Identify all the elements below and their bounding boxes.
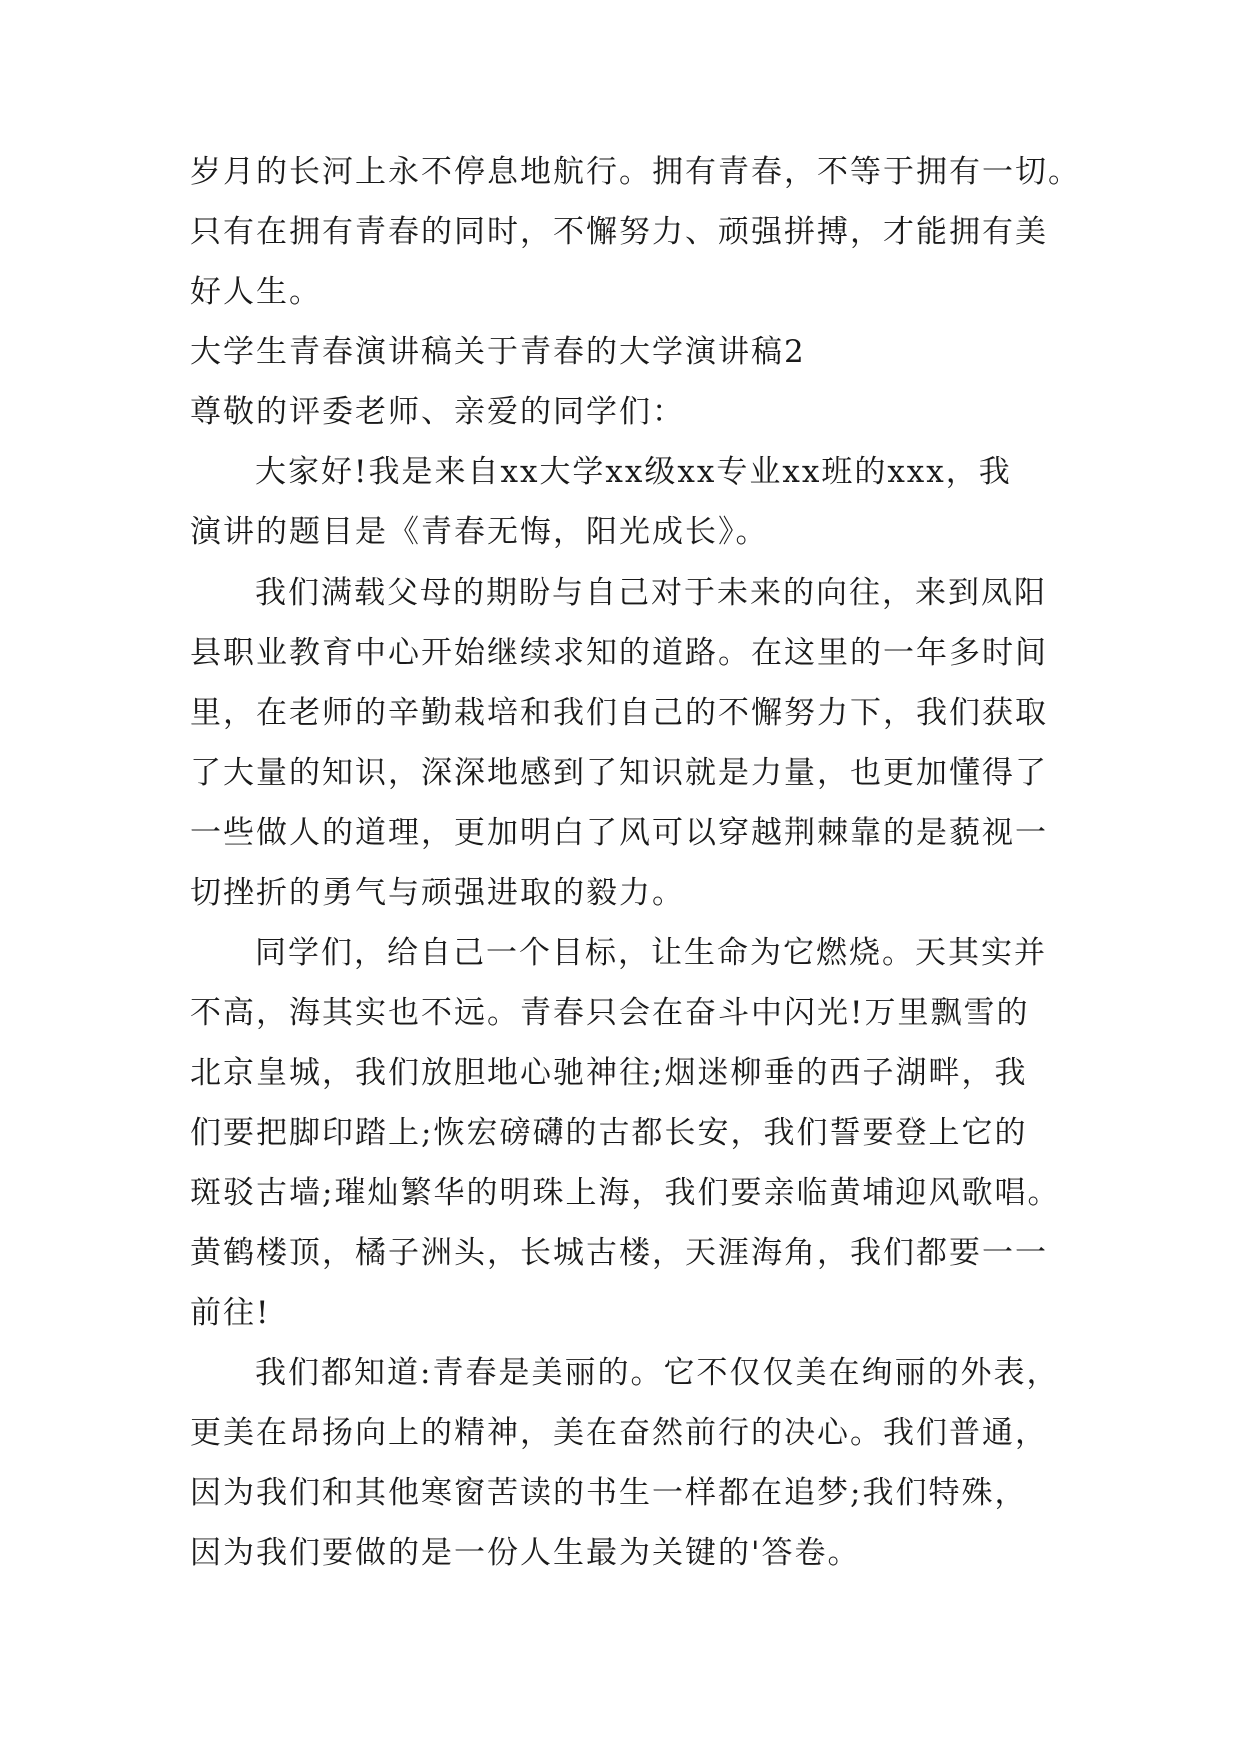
text-line: 我们满载父母的期盼与自己对于未来的向往，来到凤阳: [255, 575, 1047, 611]
text-line: 我们都知道:青春是美丽的。它不仅仅美在绚丽的外表，: [255, 1355, 1060, 1391]
text-line: 因为我们和其他寒窗苦读的书生一样都在追梦;我们特殊，: [190, 1475, 1028, 1511]
text-line: 只有在拥有青春的同时，不懈努力、顽强拼搏，才能拥有美: [190, 214, 1048, 250]
text-line: 不高，海其实也不远。青春只会在奋斗中闪光!万里飘雪的: [190, 995, 1030, 1031]
text-line: 同学们，给自己一个目标，让生命为它燃烧。天其实并: [255, 935, 1047, 971]
text-line: 演讲的题目是《青春无悔，阳光成长》。: [190, 514, 769, 550]
text-line: 们要把脚印踏上;恢宏磅礴的古都长安，我们誓要登上它的: [190, 1115, 1028, 1151]
text-line: 前往!: [190, 1295, 271, 1331]
text-line: 因为我们要做的是一份人生最为关键的'答卷。: [190, 1535, 861, 1571]
text-line: 大家好!我是来自xx大学xx级xx专业xx班的xxx，我: [255, 454, 1012, 490]
text-line: 好人生。: [190, 274, 322, 310]
salutation: 尊敬的评委老师、亲爱的同学们：: [190, 394, 685, 430]
text-line: 切挫折的勇气与顽强进取的毅力。: [190, 875, 685, 911]
text-line: 黄鹤楼顶，橘子洲头，长城古楼，天涯海角，我们都要一一: [190, 1235, 1048, 1271]
text-line: 北京皇城，我们放胆地心驰神往;烟迷柳垂的西子湖畔，我: [190, 1055, 1028, 1091]
section-title: 大学生青春演讲稿关于青春的大学演讲稿2: [190, 334, 806, 370]
text-line: 一些做人的道理，更加明白了风可以穿越荆棘靠的是藐视一: [190, 815, 1048, 851]
text-line: 岁月的长河上永不停息地航行。拥有青春，不等于拥有一切。: [190, 154, 1081, 190]
text-line: 斑驳古墙;璀灿繁华的明珠上海，我们要亲临黄埔迎风歌唱。: [190, 1175, 1061, 1211]
text-line: 县职业教育中心开始继续求知的道路。在这里的一年多时间: [190, 635, 1048, 671]
text-line: 了大量的知识，深深地感到了知识就是力量，也更加懂得了: [190, 755, 1048, 791]
text-line: 更美在昂扬向上的精神，美在奋然前行的决心。我们普通，: [190, 1415, 1048, 1451]
text-line: 里，在老师的辛勤栽培和我们自己的不懈努力下，我们获取: [190, 695, 1048, 731]
